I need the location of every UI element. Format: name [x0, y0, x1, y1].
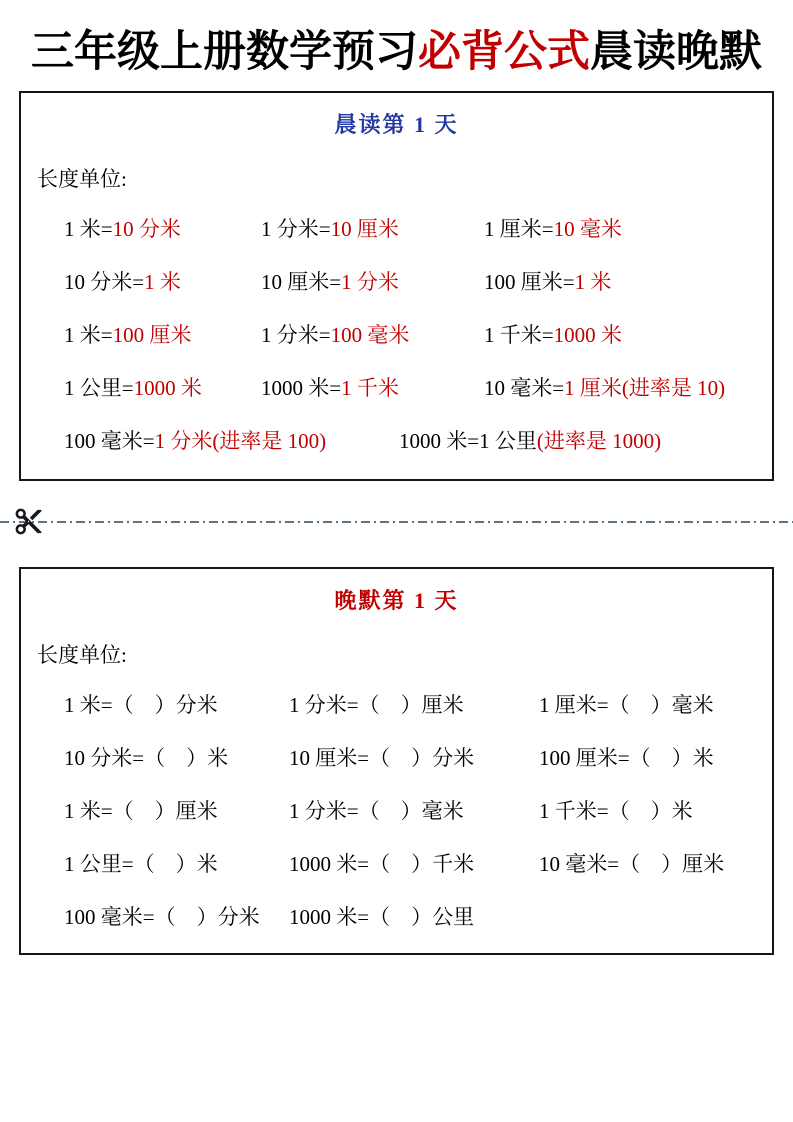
formula-lhs: 10 毫米=: [484, 375, 565, 400]
formula-cell: [484, 266, 611, 296]
formula-rhs: 100 毫米: [330, 322, 410, 347]
formula-cell: [399, 425, 661, 455]
formula-rhs: 1 千米: [341, 375, 399, 400]
formula-lhs: 10 厘米=: [261, 269, 342, 294]
formula-rhs: (进率是 1000): [536, 428, 662, 453]
morning-panel-title: 晨读第 1 天: [334, 112, 459, 138]
formula-lhs: 10 分米=: [64, 269, 145, 294]
fill-blank-cell: 10 毫米=（ ）厘米: [539, 851, 725, 876]
formula-row: [64, 254, 772, 307]
formula-lhs: 1 公里=: [64, 375, 134, 400]
fill-blank-cell: 1 公里=（ ）米: [64, 851, 218, 876]
formula-cell: [261, 319, 484, 349]
formula-rhs: 1 米: [574, 269, 612, 294]
formula-row: [64, 889, 772, 942]
formula-lhs: 1 分米=: [261, 322, 331, 347]
formula-cell: [261, 266, 484, 296]
fill-blank-cell: 1000 米=（ ）公里: [289, 904, 475, 929]
formula-rhs: 1 厘米(进率是 10): [564, 375, 726, 400]
formula-row: [64, 201, 772, 254]
cut-here-divider: [0, 501, 793, 543]
formula-lhs: 1 厘米=: [484, 216, 554, 241]
formula-rhs: 100 厘米: [112, 322, 192, 347]
formula-row: [64, 730, 772, 783]
formula-cell: [64, 266, 261, 296]
formula-lhs: 1000 米=: [261, 375, 342, 400]
cut-line: [0, 521, 793, 523]
formula-row: [64, 360, 772, 413]
fill-blank-cell: 10 厘米=（ ）分米: [289, 745, 475, 770]
formula-rhs: 1000 米: [553, 322, 622, 347]
evening-dictation-panel: [19, 567, 774, 955]
formula-row: [64, 836, 772, 889]
fill-blank-cell: 1 厘米=（ ）毫米: [539, 692, 714, 717]
section-label-length-units: 长度单位:: [37, 167, 127, 192]
evening-formula-rows: [64, 677, 772, 942]
formula-lhs: 1 米=: [64, 216, 113, 241]
formula-row: [64, 307, 772, 360]
formula-cell: [64, 213, 261, 243]
formula-rhs: 1 分米(进率是 100): [154, 428, 327, 453]
fill-blank-cell: 10 分米=（ ）米: [64, 745, 229, 770]
fill-blank-cell: 1 分米=（ ）厘米: [289, 692, 464, 717]
formula-rhs: 1000 米: [133, 375, 202, 400]
formula-lhs: 1000 米=1 公里: [399, 428, 537, 453]
formula-lhs: 1 分米=: [261, 216, 331, 241]
morning-reading-panel: [19, 91, 774, 481]
formula-lhs: 1 千米=: [484, 322, 554, 347]
evening-panel-title: 晚默第 1 天: [334, 588, 459, 614]
fill-blank-cell: 1 分米=（ ）毫米: [289, 798, 464, 823]
scissors-icon: [13, 506, 44, 537]
formula-row: [64, 413, 772, 466]
formula-lhs: 1 米=: [64, 322, 113, 347]
section-label-length-units: 长度单位:: [37, 643, 127, 668]
fill-blank-cell: 1 千米=（ ）米: [539, 798, 693, 823]
title-text-black-prefix: 三年级上册数学预习: [31, 29, 418, 76]
formula-cell: [261, 372, 484, 402]
fill-blank-cell: 100 毫米=（ ）分米: [64, 904, 260, 929]
page-title: [0, 0, 793, 77]
title-text-red-segment: 必背公式: [418, 29, 590, 76]
formula-lhs: 100 毫米=: [64, 428, 155, 453]
formula-cell: [261, 213, 484, 243]
formula-cell: [484, 213, 622, 243]
formula-cell: [484, 319, 622, 349]
formula-row: [64, 677, 772, 730]
formula-rhs: 10 毫米: [553, 216, 622, 241]
formula-row: [64, 783, 772, 836]
formula-rhs: 1 米: [144, 269, 181, 294]
formula-cell: [64, 425, 399, 455]
title-text-black-suffix: 晨读晚默: [590, 29, 762, 76]
formula-cell: [64, 319, 261, 349]
formula-rhs: 10 分米: [112, 216, 181, 241]
fill-blank-cell: 1 米=（ ）厘米: [64, 798, 218, 823]
formula-rhs: 10 厘米: [330, 216, 399, 241]
formula-rhs: 1 分米: [341, 269, 399, 294]
fill-blank-cell: 100 厘米=（ ）米: [539, 745, 714, 770]
fill-blank-cell: 1000 米=（ ）千米: [289, 851, 475, 876]
formula-cell: [64, 372, 261, 402]
formula-cell: [484, 372, 725, 402]
formula-lhs: 100 厘米=: [484, 269, 575, 294]
morning-formula-rows: [64, 201, 772, 466]
fill-blank-cell: 1 米=（ ）分米: [64, 692, 218, 717]
